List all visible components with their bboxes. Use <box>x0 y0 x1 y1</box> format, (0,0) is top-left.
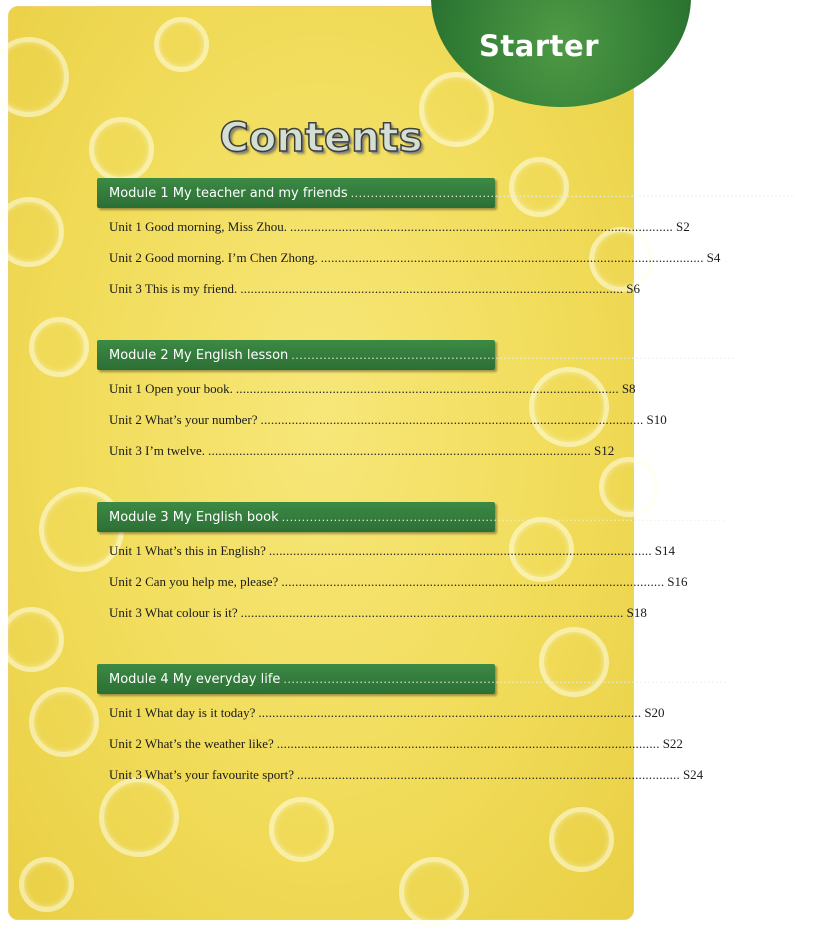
unit-title: Unit 3 What’s your favourite sport? <box>109 767 294 782</box>
leader-dots: ............................................................................................................... <box>281 510 726 524</box>
unit-entry[interactable] <box>109 566 688 597</box>
unit-title: Unit 1 Good morning, Miss Zhou. <box>109 219 288 234</box>
module-1-header[interactable] <box>97 178 814 208</box>
leader-dots: ............................................................................................................... <box>258 705 642 720</box>
unit-page: S12 <box>594 443 615 458</box>
module-1-section <box>97 178 814 304</box>
leader-dots: ............................................................................................................... <box>268 543 652 558</box>
module-3-page: S14 <box>728 509 754 525</box>
unit-page: S24 <box>682 767 704 782</box>
unit-page: S14 <box>654 543 676 558</box>
unit-title: Unit 2 What’s your number? <box>109 412 258 427</box>
unit-entry[interactable] <box>109 273 640 304</box>
module-2-section <box>97 340 755 466</box>
bubble-decoration <box>0 607 64 672</box>
module-3-header[interactable] <box>97 502 754 532</box>
unit-page: S6 <box>626 281 640 296</box>
unit-page: S16 <box>667 574 688 589</box>
unit-entry[interactable] <box>109 435 615 466</box>
module-2-header[interactable] <box>97 340 755 370</box>
page-title: Contents <box>219 115 423 161</box>
unit-page: S20 <box>644 705 665 720</box>
unit-page: S18 <box>626 605 647 620</box>
unit-entry[interactable] <box>109 211 690 242</box>
unit-entry[interactable] <box>109 697 665 728</box>
unit-entry[interactable] <box>109 535 676 566</box>
bubble-decoration <box>29 317 89 377</box>
unit-title: Unit 1 What day is it today? <box>109 705 256 720</box>
leader-dots: ............................................................................................................... <box>240 605 624 620</box>
unit-entry[interactable] <box>109 242 721 273</box>
leader-dots: ............................................................................................................... <box>350 186 795 200</box>
bubble-decoration <box>539 627 609 697</box>
unit-title: Unit 1 What’s this in English? <box>109 543 266 558</box>
bubble-decoration <box>549 807 614 872</box>
unit-entry[interactable] <box>109 597 647 628</box>
module-1-title: Module 1 My teacher and my friends <box>109 185 348 201</box>
bubble-decoration <box>19 857 74 912</box>
module-4-header[interactable] <box>97 664 755 694</box>
unit-page: S22 <box>662 736 683 751</box>
unit-page: S8 <box>621 381 636 396</box>
leader-dots: ............................................................................................................... <box>296 767 680 782</box>
unit-title: Unit 2 What’s the weather like? <box>109 736 274 751</box>
unit-entry[interactable] <box>109 728 683 759</box>
bubble-decoration <box>0 197 64 267</box>
bubble-decoration <box>269 797 334 862</box>
leader-dots: ............................................................................................................... <box>290 219 673 234</box>
unit-title: Unit 3 This is my friend. <box>109 281 238 296</box>
unit-title: Unit 3 What colour is it? <box>109 605 238 620</box>
module-4-title: Module 4 My everyday life <box>109 671 281 687</box>
unit-title: Unit 1 Open your book. <box>109 381 233 396</box>
module-4-page: S20 <box>730 671 755 687</box>
unit-page: S10 <box>646 412 667 427</box>
module-4-section <box>97 664 755 790</box>
leader-dots: ............................................................................................................... <box>235 381 619 396</box>
leader-dots: ............................................................................................................... <box>320 250 704 265</box>
bubble-decoration <box>399 857 469 927</box>
unit-title: Unit 3 I’m twelve. <box>109 443 206 458</box>
module-1-page: S2 <box>797 185 814 201</box>
bubble-decoration <box>0 37 69 117</box>
module-2-page: S8 <box>737 347 755 363</box>
bubble-decoration <box>599 457 659 517</box>
module-3-title: Module 3 My English book <box>109 509 279 525</box>
leader-dots: ............................................................................................................... <box>260 412 644 427</box>
module-3-section <box>97 502 754 628</box>
leader-dots: ............................................................................................................... <box>240 281 624 296</box>
page <box>8 6 814 920</box>
leader-dots: ............................................................................................................... <box>276 736 660 751</box>
unit-entry[interactable] <box>109 404 667 435</box>
bubble-decoration <box>29 687 99 757</box>
unit-entry[interactable] <box>109 759 704 790</box>
leader-dots: ............................................................................................................... <box>291 348 735 362</box>
unit-page: S4 <box>706 250 721 265</box>
leader-dots: ............................................................................................................... <box>283 672 728 686</box>
module-2-title: Module 2 My English lesson <box>109 347 289 363</box>
starter-label: Starter <box>479 29 599 63</box>
leader-dots: ............................................................................................................... <box>281 574 665 589</box>
leader-dots: ............................................................................................................... <box>208 443 591 458</box>
bubble-decoration <box>154 17 209 72</box>
unit-title: Unit 2 Good morning. I’m Chen Zhong. <box>109 250 318 265</box>
unit-title: Unit 2 Can you help me, please? <box>109 574 279 589</box>
unit-page: S2 <box>676 219 690 234</box>
unit-entry[interactable] <box>109 373 636 404</box>
